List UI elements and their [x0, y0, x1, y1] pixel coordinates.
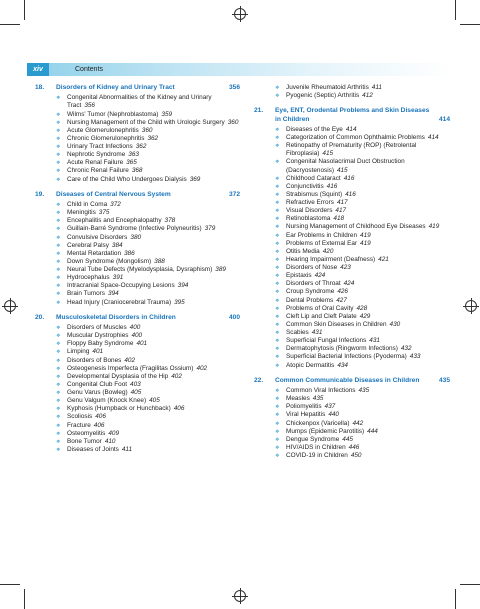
topic-page: 380: [130, 233, 142, 241]
topic-title: Epistaxis: [286, 272, 312, 280]
topic-item: [275, 207, 450, 215]
topic-page: 403: [130, 380, 141, 388]
topic-title: Intracranial Space-Occupying Lesions: [67, 282, 175, 290]
topic-item: [56, 397, 240, 405]
topic-title: COVID-19 in Children: [286, 452, 348, 460]
chapter-page: 356: [228, 84, 240, 91]
topic-page: 379: [204, 225, 216, 233]
topic-list: [35, 324, 240, 454]
topic-page: 431: [369, 337, 380, 345]
chapter-number: 20.: [35, 313, 45, 321]
topic-item: [275, 428, 450, 436]
topic-page: 409: [108, 429, 120, 437]
chapter-number: 21.: [254, 107, 264, 115]
topic-item: [275, 215, 450, 223]
topic-page: 402: [171, 372, 182, 380]
topic-item: [56, 135, 240, 143]
topic-page: 356: [84, 102, 95, 110]
topic-item: [56, 381, 240, 389]
topic-title: Wilms' Tumor (Nephroblastoma): [67, 110, 159, 118]
topic-title: Encephalitis and Encephalopathy: [67, 217, 162, 225]
topic-page: 395: [174, 298, 185, 306]
topic-title: Fracture: [67, 421, 91, 429]
topic-item: [56, 373, 240, 381]
topic-page: 440: [328, 411, 339, 419]
topic-item: [275, 158, 450, 174]
topic-item: [56, 176, 240, 184]
crop-mark: [24, 0, 25, 20]
topic-page: 375: [98, 209, 110, 217]
topic-title: Nephrotic Syndrome: [67, 151, 126, 159]
topic-page: 418: [333, 215, 345, 223]
topic-list: [254, 387, 450, 460]
topic-item: [56, 159, 240, 167]
topic-page: 417: [336, 199, 348, 207]
topic-title: Mental Retardation: [67, 249, 121, 257]
chapter-page: 372: [228, 190, 240, 198]
topic-item: [56, 258, 240, 266]
topic-title: Superficial Bacterial Infections (Pyoderma): [286, 353, 407, 361]
topic-page: 372: [110, 201, 121, 209]
topic-title: Viral Hepatitis: [286, 411, 326, 419]
registration-mark-icon: [465, 300, 477, 312]
topic-title: Diseases of the Eye: [286, 125, 343, 133]
topic-title: Child in Coma: [67, 201, 108, 209]
topic-item: [56, 225, 240, 233]
topic-item: [56, 143, 240, 151]
topic-page: 411: [121, 445, 133, 453]
topic-page: 362: [147, 134, 159, 142]
crop-mark: [455, 0, 456, 20]
topic-page: 430: [389, 320, 401, 328]
topic-title: Scoliosis: [67, 413, 93, 421]
topic-title: Chickenpox (Varicella): [286, 419, 350, 427]
topic-page: 389: [215, 266, 226, 274]
topic-item: [56, 422, 240, 430]
chapter-title: Eye, ENT, Orodental Problems and Skin Diseases in Children: [275, 107, 430, 123]
topic-title: Common Skin Diseases in Children: [286, 320, 387, 328]
topic-list: [35, 94, 240, 183]
topic-title: Chronic Renal Failure: [67, 167, 129, 175]
topic-title: Poliomyelitis: [286, 403, 322, 411]
topic-page: 369: [189, 175, 201, 183]
topic-title: Strabismus (Squint): [286, 190, 343, 198]
topic-title: Childhood Cataract: [286, 174, 341, 182]
chapter-heading: [35, 191, 240, 199]
topic-page: 424: [314, 272, 326, 280]
topic-title: Acute Renal Failure: [67, 159, 124, 167]
topic-title: Acute Glomerulonephritis: [67, 126, 139, 134]
topic-page: 444: [367, 427, 378, 435]
topic-item: [275, 452, 450, 460]
topic-item: [56, 111, 240, 119]
topic-item: [275, 134, 450, 142]
topic-title: Dental Problems: [286, 296, 334, 304]
registration-mark-icon: [234, 8, 246, 20]
topic-page: 405: [130, 389, 142, 397]
topic-item: [275, 264, 450, 272]
topic-title: Problems of Oral Cavity: [286, 304, 354, 312]
topic-title: Bone Tumor: [67, 437, 102, 445]
topic-page: 391: [112, 274, 124, 282]
crop-mark: [460, 24, 480, 25]
topic-item: [275, 403, 450, 411]
topic-title: Guillain-Barré Syndrome (Infective Polyneuritis): [67, 225, 202, 233]
topic-page: 426: [337, 288, 348, 296]
topic-page: 450: [350, 452, 362, 460]
topic-title: Dermatophytosis (Ringworm Infections): [286, 345, 398, 353]
topic-item: [275, 256, 450, 264]
topic-title: Limping: [67, 348, 90, 356]
topic-page: 416: [326, 182, 338, 190]
topic-title: Nursing Management of Childhood Eye Diseases: [286, 223, 426, 231]
topic-item: [56, 357, 240, 365]
topic-page: 423: [340, 264, 351, 272]
chapter-heading: [254, 107, 450, 124]
topic-title: Ear Problems in Children: [286, 231, 358, 239]
topic-item: [56, 446, 240, 454]
topic-page: 419: [428, 223, 440, 231]
topic-item: [56, 217, 240, 225]
topic-page: 378: [164, 217, 176, 225]
topic-item: [275, 240, 450, 248]
topic-page: 400: [129, 324, 141, 332]
topic-item: [275, 248, 450, 256]
toc-left-column: [35, 84, 240, 461]
topic-title: Dengue Syndrome: [286, 435, 340, 443]
topic-page: 388: [154, 257, 165, 265]
topic-title: Mumps (Epidemic Parotitis): [286, 427, 365, 435]
topic-title: Pyogenic (Septic) Arthritis: [286, 92, 360, 100]
topic-title: Disorders of Throat: [286, 280, 341, 288]
registration-mark-icon: [234, 590, 246, 602]
crop-mark: [24, 589, 25, 609]
topic-page: 365: [126, 159, 137, 167]
topic-item: [275, 436, 450, 444]
topic-page: 435: [312, 395, 324, 403]
topic-title: Disorders of Nose: [286, 264, 338, 272]
chapter-number: 19.: [35, 190, 45, 198]
topic-page: 435: [358, 387, 370, 395]
topic-page: 410: [104, 437, 116, 445]
topic-title: Head Injury (Craniocerebral Trauma): [67, 298, 172, 306]
topic-item: [56, 282, 240, 290]
chapter-number: 18.: [35, 84, 45, 91]
topic-item: [56, 365, 240, 373]
topic-title: Disorders of Muscles: [67, 324, 127, 332]
chapter-number: 22.: [254, 376, 264, 384]
topic-item: [56, 290, 240, 298]
topic-page: 384: [111, 241, 123, 249]
topic-page: 416: [343, 174, 355, 182]
topic-page: 421: [378, 255, 389, 263]
topic-item: [275, 126, 450, 134]
topic-title: Genu Varus (Bowleg): [67, 389, 128, 397]
page-number: xiv: [27, 63, 49, 76]
topic-page: 405: [149, 397, 160, 405]
topic-item: [56, 438, 240, 446]
topic-title: Care of the Child Who Undergoes Dialysis: [67, 175, 187, 183]
topic-title: Problems of External Ear: [286, 239, 358, 247]
topic-item: [56, 94, 240, 110]
topic-title: Retinoblastoma: [286, 215, 331, 223]
topic-page: 431: [311, 329, 323, 337]
topic-item: [275, 84, 450, 92]
topic-item: [275, 345, 450, 353]
topic-title: Convulsive Disorders: [67, 233, 128, 241]
topic-page: 419: [360, 239, 371, 247]
topic-item: [56, 209, 240, 217]
topic-title: Chronic Glomerulonephritis: [67, 134, 145, 142]
topic-page: 437: [324, 403, 336, 411]
topic-item: [56, 234, 240, 242]
topic-item: [275, 183, 450, 191]
topic-list: [35, 201, 240, 307]
topic-item: [56, 340, 240, 348]
topic-title: Diseases of Joints: [67, 445, 119, 453]
topic-item: [275, 329, 450, 337]
topic-item: [275, 313, 450, 321]
topic-page: 416: [345, 190, 356, 198]
topic-page: 401: [92, 348, 104, 356]
chapter-page: 400: [228, 313, 240, 321]
topic-page: 362: [135, 143, 147, 151]
topic-item: [275, 444, 450, 452]
chapter-title: Musculoskeletal Disorders in Children: [56, 313, 176, 321]
topic-item: [56, 389, 240, 397]
topic-page: 406: [93, 421, 105, 429]
topic-item: [275, 92, 450, 100]
topic-item: [56, 167, 240, 175]
topic-title: Nursing Management of the Child with Urologic Surgery: [67, 118, 225, 126]
toc-right-column: [254, 84, 450, 467]
topic-page: 420: [322, 247, 334, 255]
chapter-section: [35, 84, 240, 184]
topic-page: 368: [131, 167, 143, 175]
topic-item: [275, 272, 450, 280]
topic-title: Congenital Nasolacrimal Duct Obstruction (Dacryostenosis): [286, 158, 405, 174]
running-header: [27, 63, 452, 76]
topic-page: 414: [345, 125, 357, 133]
topic-item: [56, 430, 240, 438]
crop-mark: [460, 584, 480, 585]
chapter-page: 414: [438, 115, 450, 123]
chapter-heading: [35, 84, 240, 92]
topic-item: [56, 151, 240, 159]
topic-title: Scabies: [286, 329, 309, 337]
topic-item: [275, 337, 450, 345]
topic-title: Developmental Dysplasia of the Hip: [67, 372, 169, 380]
topic-list: [254, 84, 450, 100]
topic-item: [275, 305, 450, 313]
running-head-title: Contents: [75, 66, 104, 73]
chapter-section: [254, 84, 450, 100]
topic-title: Disorders of Bones: [67, 356, 122, 364]
chapter-section: [35, 191, 240, 307]
topic-item: [56, 242, 240, 250]
topic-page: 424: [343, 280, 355, 288]
topic-page: 406: [95, 413, 106, 421]
topic-page: 427: [336, 296, 347, 304]
topic-item: [275, 223, 450, 231]
topic-title: Genu Valgum (Knock Knee): [67, 397, 147, 405]
chapter-section: [35, 314, 240, 454]
topic-page: 446: [348, 443, 360, 451]
topic-title: Kyphosis (Humpback or Hunchback): [67, 405, 171, 413]
topic-page: 386: [124, 249, 135, 257]
topic-title: Meningitis: [67, 209, 96, 217]
topic-item: [56, 274, 240, 282]
topic-page: 414: [427, 134, 439, 142]
topic-item: [275, 411, 450, 419]
topic-title: Retinopathy of Prematurity (ROP) (Retrolental Fibroplasia): [286, 142, 417, 158]
topic-item: [275, 142, 450, 158]
topic-item: [56, 250, 240, 258]
topic-page: 415: [336, 166, 348, 174]
topic-item: [275, 362, 450, 370]
topic-title: Hearing Impairment (Deafness): [286, 255, 376, 263]
topic-item: [275, 199, 450, 207]
topic-item: [56, 201, 240, 209]
topic-title: Common Viral Infections: [286, 387, 356, 395]
topic-page: 445: [342, 435, 353, 443]
topic-item: [56, 332, 240, 340]
topic-title: Juvenile Rheumatoid Arthritis: [286, 84, 369, 91]
chapter-page: 435: [438, 376, 450, 384]
topic-item: [56, 348, 240, 356]
topic-title: Brain Tumors: [67, 290, 106, 298]
crop-mark: [455, 589, 456, 609]
topic-title: Congenital Abnormalities of the Kidney and Urinary Tract: [67, 94, 212, 110]
topic-page: 400: [131, 332, 143, 340]
topic-page: 419: [360, 231, 371, 239]
topic-item: [275, 191, 450, 199]
topic-title: Down Syndrome (Mongolism): [67, 257, 152, 265]
topic-item: [275, 353, 450, 361]
topic-item: [275, 297, 450, 305]
topic-title: Superficial Fungal Infections: [286, 337, 367, 345]
topic-page: 432: [400, 345, 412, 353]
topic-title: Muscular Dystrophies: [67, 332, 129, 340]
topic-page: 363: [128, 151, 139, 159]
topic-page: 417: [335, 207, 347, 215]
topic-page: 415: [322, 150, 334, 158]
topic-title: Otitis Media: [286, 247, 320, 255]
chapter-section: [254, 377, 450, 460]
topic-item: [56, 119, 240, 127]
topic-title: Neural Tube Defects (Myelodysplasia, Dysraphism): [67, 266, 213, 274]
topic-item: [275, 175, 450, 183]
topic-page: 402: [124, 356, 136, 364]
topic-title: Osteogenesis Imperfecta (Fragilitas Ossium): [67, 364, 194, 372]
chapter-heading: [254, 377, 450, 385]
topic-title: Congenital Club Foot: [67, 380, 128, 388]
topic-page: 360: [227, 118, 239, 126]
topic-page: 428: [356, 304, 368, 312]
topic-item: [56, 405, 240, 413]
topic-page: 359: [161, 110, 173, 118]
topic-title: Osteomyelitis: [67, 429, 106, 437]
topic-title: Measles: [286, 395, 310, 403]
topic-title: Cleft Lip and Cleft Palate: [286, 312, 357, 320]
topic-page: 394: [177, 282, 189, 290]
topic-item: [275, 288, 450, 296]
topic-title: Visual Disorders: [286, 207, 333, 215]
topic-page: 411: [371, 84, 382, 91]
topic-item: [275, 395, 450, 403]
topic-item: [275, 420, 450, 428]
topic-title: Cerebral Palsy: [67, 241, 109, 249]
topic-item: [275, 387, 450, 395]
topic-page: 442: [352, 419, 364, 427]
topic-title: Hydrocephalus: [67, 274, 110, 282]
topic-title: Refractive Errors: [286, 199, 334, 207]
crop-mark: [0, 24, 20, 25]
topic-page: 360: [141, 126, 153, 134]
topic-title: HIV/AIDS in Children: [286, 443, 346, 451]
topic-title: Urinary Tract Infections: [67, 143, 133, 151]
topic-title: Conjunctivitis: [286, 182, 324, 190]
topic-page: 412: [362, 92, 373, 100]
topic-item: [275, 280, 450, 288]
topic-item: [56, 127, 240, 135]
topic-page: 402: [196, 364, 208, 372]
chapter-section: [254, 107, 450, 369]
topic-item: [275, 232, 450, 240]
crop-mark: [0, 584, 20, 585]
topic-item: [56, 299, 240, 307]
topic-page: 406: [173, 405, 185, 413]
topic-list: [254, 126, 450, 370]
topic-page: 433: [409, 353, 421, 361]
topic-item: [56, 266, 240, 274]
topic-title: Floppy Baby Syndrome: [67, 340, 134, 348]
topic-page: 394: [108, 290, 119, 298]
topic-page: 434: [337, 361, 348, 369]
topic-item: [275, 321, 450, 329]
topic-item: [56, 324, 240, 332]
topic-page: 429: [359, 312, 371, 320]
topic-title: Croup Syndrome: [286, 288, 335, 296]
chapter-title: Common Communicable Diseases in Children: [275, 376, 420, 384]
topic-title: Atopic Dermatitis: [286, 361, 335, 369]
topic-title: Categorization of Common Ophthalmic Problems: [286, 134, 425, 142]
chapter-title: Disorders of Kidney and Urinary Tract: [56, 84, 175, 91]
registration-mark-icon: [4, 300, 16, 312]
topic-page: 401: [136, 340, 148, 348]
chapter-heading: [35, 314, 240, 322]
topic-item: [56, 413, 240, 421]
chapter-title: Diseases of Central Nervous System: [56, 190, 171, 198]
